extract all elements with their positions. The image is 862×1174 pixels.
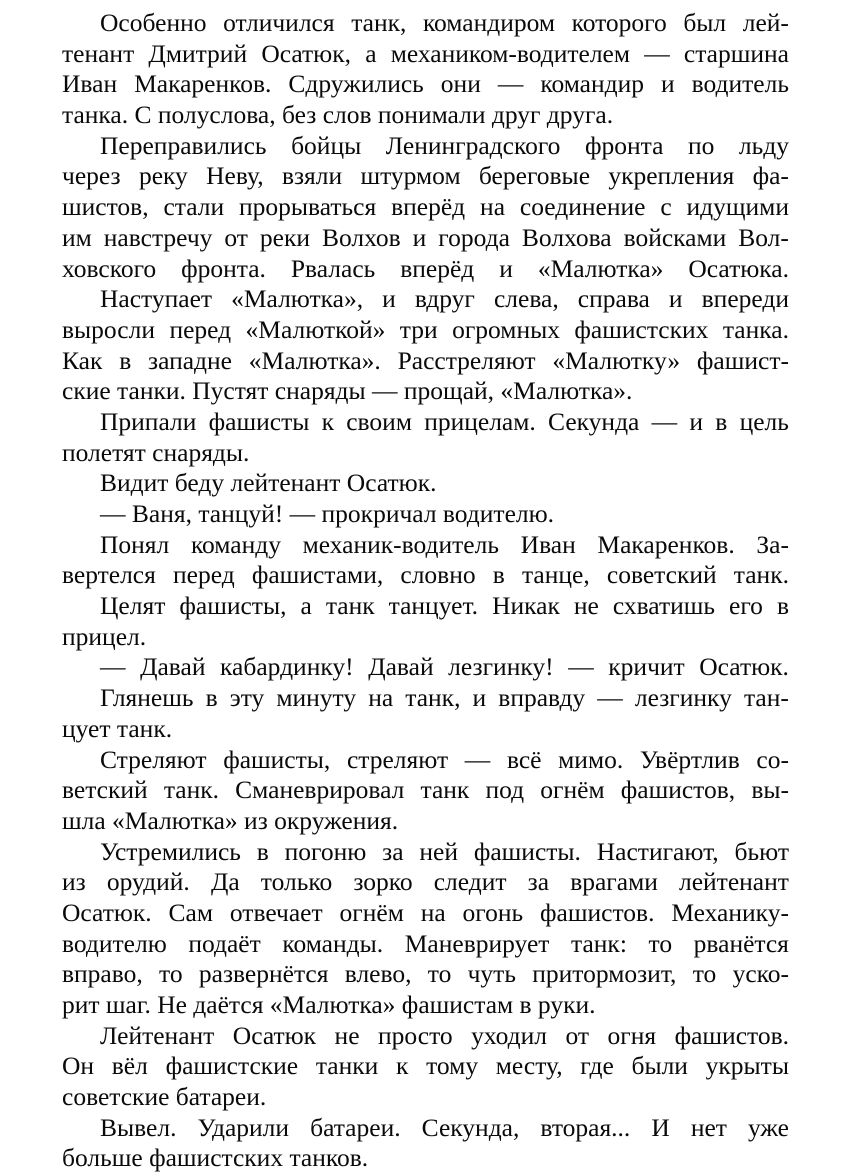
word: тенант bbox=[62, 38, 135, 68]
word: льду bbox=[738, 130, 789, 160]
word: Никак bbox=[492, 591, 560, 621]
text-line: ские танки. Пустят снаряды — прощай, «Малютка». bbox=[62, 376, 633, 406]
word: его bbox=[729, 591, 763, 621]
text-line bbox=[62, 1113, 789, 1144]
word: вертелся bbox=[62, 560, 156, 590]
word: соединение bbox=[519, 192, 646, 222]
text-line bbox=[62, 407, 789, 438]
word: «Малютка». bbox=[248, 345, 381, 375]
word: танк bbox=[420, 775, 470, 805]
word: Макаренков. bbox=[134, 69, 272, 99]
word: фашистами, bbox=[251, 560, 384, 590]
paragraph bbox=[62, 499, 789, 530]
word: через bbox=[62, 161, 121, 191]
text-line bbox=[62, 683, 789, 714]
word: команду bbox=[190, 529, 281, 559]
text-line bbox=[62, 837, 789, 868]
word: минуту bbox=[276, 683, 357, 713]
word: в bbox=[776, 591, 789, 621]
paragraph bbox=[62, 1113, 789, 1174]
word: Настигают, bbox=[596, 836, 719, 866]
word: вперёд bbox=[400, 253, 475, 283]
word: вдруг bbox=[414, 284, 475, 314]
word: лейтенант bbox=[678, 867, 789, 897]
word: фашисты, bbox=[223, 744, 331, 774]
word: Маневрирует bbox=[404, 928, 550, 958]
word: фашистские bbox=[165, 1051, 299, 1081]
word: «Малютку» bbox=[552, 345, 681, 375]
word: укрепления bbox=[608, 161, 735, 191]
word: Механику- bbox=[671, 897, 789, 927]
word: Неву, bbox=[206, 161, 264, 191]
word: огромных bbox=[452, 314, 560, 344]
word: притормозит, bbox=[532, 959, 677, 989]
word: а bbox=[365, 38, 377, 68]
word: Осатюк. bbox=[62, 897, 152, 927]
word: — bbox=[644, 38, 670, 68]
word: механиком-водителем bbox=[390, 38, 630, 68]
word: вёл bbox=[111, 1051, 148, 1081]
word: тан- bbox=[743, 683, 789, 713]
word: «Малюткой» bbox=[245, 314, 386, 344]
word: лезгинку! bbox=[448, 652, 554, 682]
word: фашист- bbox=[696, 345, 789, 375]
word: лей- bbox=[742, 8, 789, 37]
word: им bbox=[62, 222, 92, 252]
word: рванётся bbox=[693, 928, 789, 958]
word: в bbox=[205, 683, 218, 713]
text-line bbox=[62, 284, 789, 315]
paragraph bbox=[62, 652, 789, 683]
word: эту bbox=[229, 683, 265, 713]
word: всё bbox=[506, 744, 542, 774]
word: реку bbox=[138, 161, 188, 191]
word: уходил bbox=[471, 1020, 548, 1050]
word: они bbox=[440, 69, 481, 99]
word: ховского bbox=[62, 253, 157, 283]
word: шистов, bbox=[62, 192, 149, 222]
word: где bbox=[580, 1051, 614, 1081]
word: огнём bbox=[540, 775, 605, 805]
text-line bbox=[62, 254, 789, 285]
word: и bbox=[661, 69, 675, 99]
word: Давай bbox=[140, 652, 206, 682]
word: нет bbox=[690, 1112, 727, 1142]
text-line bbox=[62, 652, 789, 683]
word: Осатюк bbox=[232, 1020, 317, 1050]
word: Секунда, bbox=[421, 1112, 520, 1142]
word: «Малютка» bbox=[537, 253, 664, 283]
word: идущими bbox=[686, 192, 789, 222]
word: вперёд bbox=[391, 192, 466, 222]
word: в bbox=[256, 836, 269, 866]
word: слева, bbox=[493, 284, 559, 314]
word: прорываться bbox=[239, 192, 377, 222]
paragraph bbox=[62, 8, 789, 131]
word: танцует. bbox=[388, 591, 479, 621]
word: Как bbox=[62, 345, 103, 375]
word: цель bbox=[739, 406, 789, 436]
word: За- bbox=[756, 529, 789, 559]
word: подаёт bbox=[188, 928, 261, 958]
paragraph bbox=[62, 407, 789, 468]
word: фа- bbox=[752, 161, 789, 191]
word: за bbox=[527, 867, 550, 897]
word: Особенно bbox=[100, 8, 207, 37]
word: не bbox=[334, 1020, 360, 1050]
word: кричит bbox=[608, 652, 685, 682]
word: выросли bbox=[62, 314, 155, 344]
text-line bbox=[62, 560, 789, 591]
word: погоню bbox=[284, 836, 367, 866]
word: танце, bbox=[521, 560, 590, 590]
word: Дмитрий bbox=[148, 38, 248, 68]
word: Он bbox=[62, 1051, 95, 1081]
word: Осатюк, bbox=[261, 38, 351, 68]
word: — bbox=[597, 683, 623, 713]
word: перед bbox=[173, 560, 235, 590]
word: Ленинградского bbox=[385, 130, 561, 160]
word: западне bbox=[148, 345, 232, 375]
word: Давай bbox=[368, 652, 434, 682]
text-line: рит шаг. Не даётся «Малютка» фашистам в руки. bbox=[62, 990, 596, 1019]
word: Иван bbox=[520, 529, 576, 559]
word: фронта bbox=[584, 130, 664, 160]
paragraph bbox=[62, 745, 789, 837]
word: были bbox=[631, 1051, 688, 1081]
word: танка. bbox=[722, 314, 789, 344]
word: бьют bbox=[734, 836, 789, 866]
word: которого bbox=[571, 8, 667, 37]
word: Сманеврировал bbox=[235, 775, 405, 805]
word: и bbox=[472, 683, 487, 713]
word: Наступает bbox=[100, 284, 213, 314]
word: водитель bbox=[691, 69, 789, 99]
word: Осатюк. bbox=[699, 652, 789, 682]
word: командиром bbox=[422, 8, 556, 37]
word: Ударили bbox=[197, 1112, 290, 1142]
word: штурмом bbox=[360, 161, 461, 191]
word: просто bbox=[377, 1020, 453, 1050]
word: в bbox=[492, 560, 505, 590]
word: вправо, bbox=[62, 959, 143, 989]
text-line bbox=[62, 192, 789, 223]
word: то bbox=[692, 959, 717, 989]
word: прицелам. bbox=[424, 406, 536, 436]
text-line bbox=[62, 8, 789, 39]
text-line bbox=[62, 1051, 789, 1082]
word: стали bbox=[163, 192, 225, 222]
word: советский bbox=[606, 560, 717, 590]
word: Вол- bbox=[738, 222, 789, 252]
word: кабардинку! bbox=[220, 652, 354, 682]
word: города bbox=[438, 222, 510, 252]
word: был bbox=[683, 8, 727, 37]
word: Сам bbox=[168, 897, 214, 927]
word: береговые bbox=[478, 161, 591, 191]
word: Да bbox=[210, 867, 240, 897]
word: танк. bbox=[163, 775, 220, 805]
word: и bbox=[668, 284, 683, 314]
word: вторая... bbox=[540, 1112, 631, 1142]
word: со- bbox=[756, 744, 789, 774]
text-line bbox=[62, 39, 789, 70]
word: взяли bbox=[281, 161, 343, 191]
word: танки bbox=[315, 1051, 379, 1081]
word: зорко bbox=[353, 867, 413, 897]
word: Целят bbox=[100, 591, 166, 621]
word: вы- bbox=[751, 775, 789, 805]
word: фашистов. bbox=[674, 1020, 789, 1050]
word: тому bbox=[426, 1051, 479, 1081]
word: перед bbox=[169, 314, 232, 344]
text-line bbox=[62, 898, 789, 929]
text-line: советские батареи. bbox=[62, 1082, 267, 1112]
word: на bbox=[420, 897, 446, 927]
word: старшина bbox=[683, 38, 789, 68]
word: схватишь bbox=[612, 591, 715, 621]
word: в bbox=[715, 406, 728, 436]
word: Рвалась bbox=[290, 253, 376, 283]
word: фашисты. bbox=[473, 836, 581, 866]
word: с bbox=[660, 192, 672, 222]
word: то bbox=[648, 928, 673, 958]
word: стреляют bbox=[346, 744, 449, 774]
word: и bbox=[412, 222, 427, 252]
word: Осатюка. bbox=[688, 253, 789, 283]
word: фашистов, bbox=[620, 775, 736, 805]
text-line bbox=[62, 775, 789, 806]
paragraph bbox=[62, 591, 789, 652]
text-line bbox=[62, 131, 789, 162]
text-line bbox=[62, 346, 789, 377]
word: и bbox=[499, 253, 513, 283]
word: своим bbox=[346, 406, 412, 436]
word: врагами bbox=[570, 867, 658, 897]
word: Устремились bbox=[100, 836, 241, 866]
text-line: больше фашистских танков. bbox=[62, 1143, 369, 1173]
word: а bbox=[300, 591, 312, 621]
word: следит bbox=[433, 867, 507, 897]
text-line: Видит беду лейтенант Осатюк. bbox=[100, 468, 437, 498]
word: впереди bbox=[701, 284, 789, 314]
text-line: шла «Малютка» из окружения. bbox=[62, 805, 399, 835]
word: реки bbox=[259, 222, 311, 252]
paragraph bbox=[62, 284, 789, 407]
word: танк. bbox=[733, 560, 789, 590]
word: лезгинку bbox=[634, 683, 732, 713]
paragraph bbox=[62, 468, 789, 499]
word: Переправились bbox=[100, 130, 267, 160]
word: к bbox=[321, 406, 334, 436]
paragraph bbox=[62, 131, 789, 284]
word: на bbox=[368, 683, 394, 713]
word: — bbox=[100, 652, 126, 682]
word: фашисты bbox=[208, 406, 310, 436]
text-line bbox=[62, 530, 789, 561]
text-line bbox=[62, 223, 789, 254]
word: влево, bbox=[344, 959, 412, 989]
word: бойцы bbox=[291, 130, 362, 160]
word: справа bbox=[577, 284, 650, 314]
word: батареи. bbox=[310, 1112, 401, 1142]
text-line bbox=[62, 315, 789, 346]
word: на bbox=[480, 192, 506, 222]
word: Припали bbox=[100, 406, 197, 436]
word: Макаренков. bbox=[597, 529, 735, 559]
word: огня bbox=[607, 1020, 657, 1050]
text-line bbox=[62, 959, 789, 990]
word: навстречу bbox=[103, 222, 213, 252]
paragraph bbox=[62, 837, 789, 1021]
word: Понял bbox=[100, 529, 170, 559]
word: танк, bbox=[405, 683, 461, 713]
text-line bbox=[62, 745, 789, 776]
text-line bbox=[62, 929, 789, 960]
word: Глянешь bbox=[100, 683, 194, 713]
text-line bbox=[62, 69, 789, 100]
word: от bbox=[565, 1020, 590, 1050]
word: из bbox=[62, 867, 86, 897]
text-line: прицел. bbox=[62, 621, 147, 651]
word: «Малютка», bbox=[231, 284, 364, 314]
word: и bbox=[689, 406, 704, 436]
word: месту, bbox=[495, 1051, 563, 1081]
word: словно bbox=[400, 560, 476, 590]
word: то bbox=[159, 959, 183, 989]
word: укрыты bbox=[705, 1051, 789, 1081]
word: и bbox=[382, 284, 396, 314]
word: И bbox=[651, 1112, 670, 1142]
word: Лейтенант bbox=[100, 1020, 215, 1050]
word: командир bbox=[540, 69, 644, 99]
word: только bbox=[260, 867, 333, 897]
word: — bbox=[651, 406, 678, 436]
word: танк, bbox=[351, 8, 407, 37]
word: уже bbox=[747, 1112, 789, 1142]
word: отличился bbox=[223, 8, 335, 37]
word: развернётся bbox=[198, 959, 329, 989]
word: под bbox=[485, 775, 525, 805]
word: Расстреляют bbox=[397, 345, 536, 375]
paragraph bbox=[62, 530, 789, 591]
text-line: цует танк. bbox=[62, 713, 173, 743]
paragraph bbox=[62, 1021, 789, 1113]
text-line bbox=[62, 161, 789, 192]
word: три bbox=[399, 314, 438, 344]
word: чуть bbox=[467, 959, 516, 989]
word: фашистских bbox=[574, 314, 709, 344]
text-line bbox=[62, 867, 789, 898]
body-text-column bbox=[62, 8, 789, 1174]
word: Волхов bbox=[321, 222, 401, 252]
word: танк bbox=[325, 591, 375, 621]
word: фашисты, bbox=[179, 591, 287, 621]
text-line bbox=[62, 591, 789, 622]
text-line: полетят снаряды. bbox=[62, 437, 250, 467]
word: ветский bbox=[62, 775, 148, 805]
word: Сдружились bbox=[288, 69, 424, 99]
word: Вывел. bbox=[100, 1112, 177, 1142]
text-line bbox=[62, 1021, 789, 1052]
word: Иван bbox=[62, 69, 118, 99]
word: водителю bbox=[62, 928, 167, 958]
word: уско- bbox=[732, 959, 789, 989]
word: в bbox=[119, 345, 132, 375]
word: орудий. bbox=[106, 867, 190, 897]
word: то bbox=[427, 959, 452, 989]
word: от bbox=[224, 222, 248, 252]
word: — bbox=[568, 652, 594, 682]
word: Увёртлив bbox=[639, 744, 740, 774]
word: к bbox=[396, 1051, 409, 1081]
word: ней bbox=[419, 836, 458, 866]
word: войсками bbox=[623, 222, 727, 252]
word: Секунда bbox=[548, 406, 640, 436]
word: огонь bbox=[462, 897, 524, 927]
word: фронта. bbox=[181, 253, 266, 283]
text-line: — Ваня, танцуй! — прокричал водителю. bbox=[100, 499, 555, 528]
word: вправду bbox=[498, 683, 586, 713]
word: по bbox=[687, 130, 715, 160]
word: за bbox=[382, 836, 404, 866]
word: Стреляют bbox=[100, 744, 207, 774]
word: — bbox=[497, 69, 524, 99]
word: отвечает bbox=[229, 897, 323, 927]
word: фашистов. bbox=[540, 897, 655, 927]
word: танк: bbox=[571, 928, 627, 958]
word: механик-водитель bbox=[302, 529, 499, 559]
text-line: танка. С полуслова, без слов понимали друг друга. bbox=[62, 100, 614, 130]
word: мимо. bbox=[558, 744, 624, 774]
word: Волхова bbox=[521, 222, 612, 252]
word: — bbox=[464, 744, 491, 774]
paragraph bbox=[62, 683, 789, 744]
word: не bbox=[573, 591, 599, 621]
word: огнём bbox=[339, 897, 404, 927]
word: команды. bbox=[282, 928, 384, 958]
